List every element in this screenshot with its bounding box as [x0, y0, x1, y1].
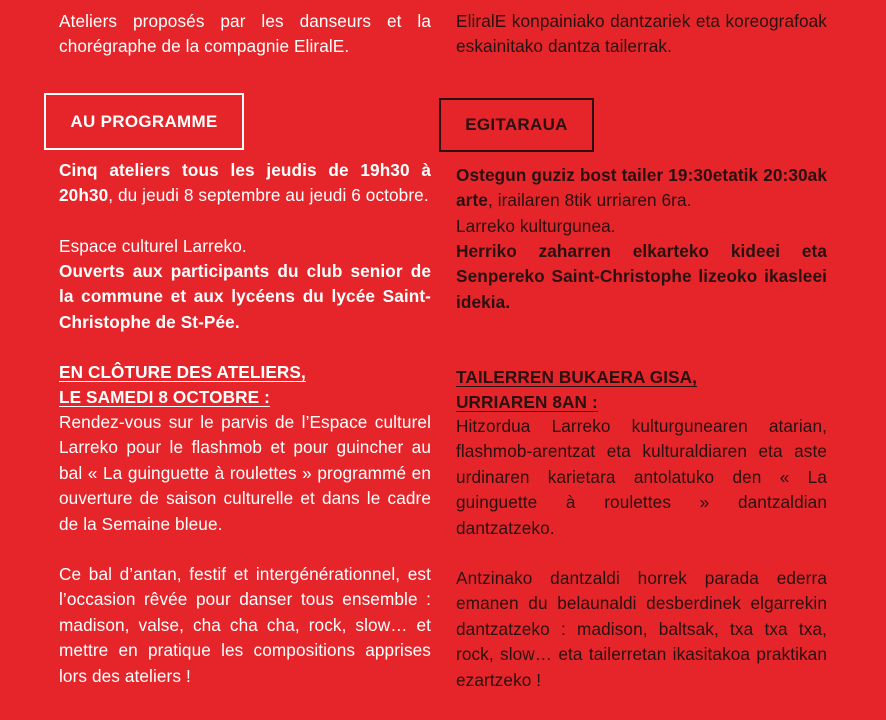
eu-closing-heading-1: TAILERREN BUKAERA GISA,	[456, 367, 698, 387]
fr-schedule	[59, 158, 431, 209]
fr-ball-text: Ce bal d’antan, festif et intergénérationnel, est l’occasion rêvée pour danser tous ensemble : madison, valse, cha cha cha, rock, slow… et mettre en pratique les compositions apprises lors des ateliers !	[59, 564, 431, 686]
fr-closing-text: Rendez-vous sur le parvis de l’Espace culturel Larreko pour le flashmob et pour guincher au bal « La guinguette à roulettes » programmé en ouverture de saison culturelle et dans le cadre de la Semaine bleue.	[59, 412, 431, 534]
eu-schedule	[456, 163, 827, 214]
eu-program-heading-label: EGITARAUA	[465, 115, 568, 134]
fr-venue: Espace culturel Larreko.	[59, 236, 247, 256]
fr-intro: Ateliers proposés par les danseurs et la chorégraphe de la compagnie EliralE.	[59, 11, 431, 57]
fr-schedule-rest: , du jeudi 8 septembre au jeudi 6 octobre.	[108, 185, 429, 206]
fr-open-to: Ouverts aux participants du club senior de la commune et aux lycéens du lycée Saint-Christophe de St-Pée.	[59, 261, 431, 332]
eu-ball-text: Antzinako dantzaldi horrek parada ederra emanen du belaunaldi desberdinek elgarrekin dantzatzeko : madison, baltsak, txa txa txa, rock, slow… eta tailerretan ikasitakoa praktikan ezartzeko !	[456, 568, 827, 690]
eu-open-to: Herriko zaharren elkarteko kideei eta Senpereko Saint-Christophe lizeoko ikasleei idekia.	[456, 241, 827, 312]
eu-schedule-rest: , irailaren 8tik urriaren 6ra.	[487, 190, 692, 211]
eu-schedule-bold: Ostegun guziz bost tailer 19:30etatik 20:30ak arte	[456, 165, 827, 211]
fr-closing-heading-1: EN CLÔTURE DES ATELIERS,	[59, 362, 306, 382]
fr-program-heading-label: AU PROGRAMME	[70, 111, 218, 131]
eu-closing-text: Hitzordua Larreko kulturgunearen atarian, flashmob-arentzat eta kulturaldiaren eta aste urdinaren karietara antolatuko den « La guinguette à roulettes » dantzaldian dantzatzeko.	[456, 416, 827, 538]
eu-intro: EliralE konpainiako dantzariek eta koreografoak eskainitako dantza tailerrak.	[456, 11, 827, 57]
fr-closing-heading-2: LE SAMEDI 8 OCTOBRE :	[59, 387, 270, 407]
eu-closing-heading-2: URRIAREN 8AN :	[456, 392, 598, 412]
fr-program-heading	[44, 93, 244, 150]
eu-venue: Larreko kulturgunea.	[456, 216, 616, 236]
eu-program-heading	[439, 98, 594, 152]
fr-schedule-bold: Cinq ateliers tous les jeudis de 19h30 à 20h30	[59, 160, 431, 206]
